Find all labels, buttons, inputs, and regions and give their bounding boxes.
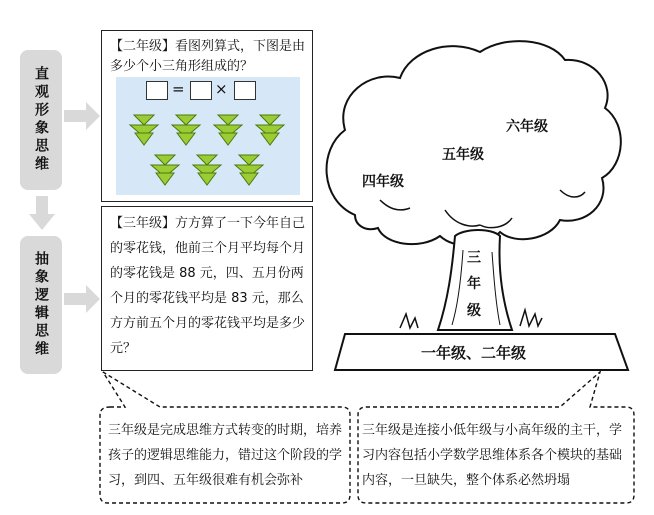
callout-right-text: 三年级是连接小低年级与小高年级的主干，学习内容包括小学数学思维体系各个模块的基础内容，一旦缺失，整个体系必然坍塌 — [362, 423, 623, 488]
problem-grade3-text: 【三年级】方方算了一下今年自己的零花钱，他前三个月平均每个月的零花钱是 88 元，四、五月份两个月的零花钱平均是 83 元，那么方方前五个月的零花钱平均是多少元？ — [110, 216, 306, 356]
label-grade3-char-1: 三 — [467, 250, 481, 266]
equation-equals: = — [172, 80, 185, 98]
small-triangle — [239, 155, 259, 165]
small-triangle — [134, 115, 154, 125]
triangle-group-2 — [172, 115, 200, 145]
label-intuitive-thinking — [20, 50, 62, 190]
arrow-right-bottom — [64, 285, 100, 313]
small-triangle — [176, 115, 196, 125]
label-grade6: 六年级 — [506, 119, 548, 135]
small-triangle — [218, 115, 238, 125]
small-triangle — [198, 173, 216, 185]
problem-box-grade2 — [101, 30, 313, 202]
triangle-figure — [116, 77, 300, 195]
label-grade1-2: 一年级、二年级 — [421, 344, 527, 362]
triangle-group-3 — [214, 115, 242, 145]
triangle-group-5 — [151, 155, 179, 185]
triangle-group-7 — [235, 155, 263, 185]
small-triangle — [219, 133, 237, 145]
small-triangle — [240, 173, 258, 185]
arrow-down — [29, 196, 55, 230]
label-abstract-thinking-text: 抽象逻辑思维 — [33, 251, 49, 359]
triangle-group-1 — [130, 115, 158, 145]
small-triangle — [197, 155, 217, 165]
problem-box-grade3 — [101, 206, 313, 371]
triangle-group-4 — [256, 115, 284, 145]
small-triangle — [135, 133, 153, 145]
label-grade4: 四年级 — [362, 174, 404, 190]
small-triangle — [155, 155, 175, 165]
equation-times: × — [215, 80, 228, 98]
label-intuitive-thinking-text: 直观形象思维 — [33, 66, 49, 174]
small-triangle — [261, 133, 279, 145]
label-grade3-char-3: 级 — [467, 303, 481, 319]
label-grade5: 五年级 — [442, 147, 484, 163]
label-grade3-char-2: 年 — [467, 276, 481, 292]
callout-left-text: 三年级是完成思维方式转变的时期，培养孩子的逻辑思维能力，错过这个阶段的学习，到四、五年级很难有机会弥补 — [108, 423, 343, 488]
label-abstract-thinking — [20, 236, 62, 374]
small-triangle — [177, 133, 195, 145]
small-triangle — [260, 115, 280, 125]
arrow-right-top — [64, 102, 100, 130]
triangle-groups — [116, 77, 300, 195]
problem-grade2-text: 【二年级】看图列算式，下图是由多少个小三角形组成的？ — [110, 39, 306, 74]
small-triangle — [156, 173, 174, 185]
triangle-group-6 — [193, 155, 221, 185]
